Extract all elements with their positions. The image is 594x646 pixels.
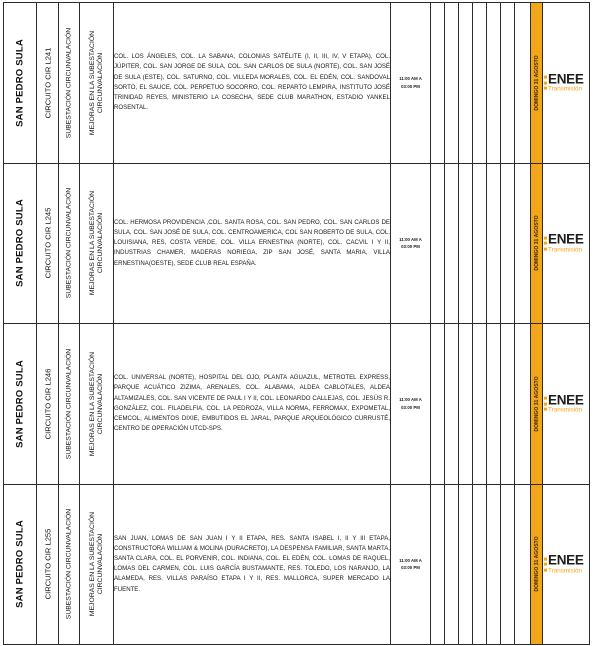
empty-cell [487,484,501,645]
city-cell [4,163,37,324]
circuit-label: CIRCUITO CIR L241 [43,47,52,119]
substation-cell [59,324,80,485]
circuit-cell [37,484,59,645]
affected-areas-cell [114,163,391,324]
city-cell [4,3,37,164]
city-cell [4,324,37,485]
circuit-cell [37,324,59,485]
circuit-cell [37,163,59,324]
empty-cell [487,324,501,485]
empty-cell [459,324,473,485]
schedule-rows [4,3,590,645]
work-cell [80,163,114,324]
substation-label: SUBESTACIÓN CIRCUNVALACIÓN [65,348,73,459]
logo-cell [543,163,590,324]
empty-cell [515,324,531,485]
work-description: MEJORAS EN LA SUBESTACIÓN CIRCUNVALACIÓN [88,351,104,456]
date-cell [531,484,543,645]
enee-logo-mark-icon [544,557,547,571]
time-start: 11:00 AM A [399,557,422,563]
city-cell [4,484,37,645]
empty-cell [501,163,515,324]
time-end: 03:00 PM [401,244,420,250]
work-cell [80,324,114,485]
date-label: DOMINGO 31 AGOSTO [533,215,540,271]
circuit-cell [37,3,59,164]
date-cell [531,163,543,324]
affected-areas-text: SAN JUAN, LOMAS DE SAN JUAN I Y II ETAPA, RES. SANTA ISABEL I, II Y III ETAPA, CONSTRUCTORA WILLIAM & MOLINA (DURACRETO), LA DESPENSA FAMILIAR, SANTA MARTA, SANTA CLARA, COL. EL PORVENIR, COL. INDIANA, COL. EL EDÉN, COL. LOMAS DE RAQUEL, LOMAS DEL CARMEN, COL. LUIS GARCÍA BUSTAMANTE, RES. TOLEDO, LOS NARANJO, LA ALAMEDA, RES. VILLAS PARAÍSO ETAPA I Y II, RES. MALLORCA, SUPER MERCADO LA FUENTE. [114,534,390,593]
logo-name: ENEE [548,231,584,247]
circuit-label: CIRCUITO CIR L246 [43,368,52,440]
work-cell [80,484,114,645]
empty-cell [431,163,445,324]
time-cell [391,3,431,164]
logo-cell [543,324,590,485]
substation-label: SUBESTACIÓN CIRCUNVALACIÓN [65,27,73,138]
enee-logo [543,554,589,575]
empty-cell [487,163,501,324]
work-description: MEJORAS EN LA SUBESTACIÓN CIRCUNVALACIÓN [88,512,104,617]
time-start: 11:00 AM A [399,236,422,242]
date-cell [531,3,543,164]
logo-subtitle: Transmisión [548,406,583,414]
date-label: DOMINGO 31 AGOSTO [533,376,540,432]
empty-cell [445,3,459,164]
city-label: SAN PEDRO SULA [14,520,26,609]
affected-areas-cell [114,484,391,645]
empty-cell [459,484,473,645]
time-start: 11:00 AM A [399,76,422,82]
empty-cell [515,3,531,164]
empty-cell [445,324,459,485]
logo-subtitle: Transmisión [548,246,583,254]
empty-cell [487,3,501,164]
circuit-label: CIRCUITO CIR L255 [43,528,52,600]
enee-logo-mark-icon [544,397,547,411]
empty-cell [445,163,459,324]
empty-cell [459,163,473,324]
time-end: 03:00 PM [401,565,420,571]
empty-cell [501,3,515,164]
logo-name: ENEE [548,392,584,408]
schedule-row [4,324,590,485]
empty-cell [473,324,487,485]
substation-label: SUBESTACIÓN CIRCUNVALACIÓN [65,509,73,620]
time-end: 03:00 PM [401,83,420,89]
city-label: SAN PEDRO SULA [14,359,26,448]
time-cell [391,324,431,485]
city-label: SAN PEDRO SULA [14,38,26,127]
affected-areas-cell [114,324,391,485]
empty-cell [473,484,487,645]
empty-cell [515,163,531,324]
substation-label: SUBESTACIÓN CIRCUNVALACIÓN [65,188,73,299]
empty-cell [515,484,531,645]
empty-cell [501,484,515,645]
work-description: MEJORAS EN LA SUBESTACIÓN CIRCUNVALACIÓN [88,191,104,296]
date-label: DOMINGO 31 AGOSTO [533,55,540,111]
enee-logo [543,393,589,414]
empty-cell [473,163,487,324]
affected-areas-text: COL. LOS ÁNGELES, COL. LA SABANA, COLONIAS SATÉLITE (I, II, III, IV, V ETAPA), COL. JÚPITER, COL. SAN JORGE DE SULA, COL. SAN CARLOS DE SULA (NORTE), COL. SAN JOSÉ DE SULA (ESTE), COL. SATURNO, COL. VILLEDA MORALES, COL. EL EDÉN, COL. SANDOVAL SORTO, EL SAUCE, COL. PERPETUO SOCORRO, COL. REPARTO LEMPIRA, INSTITUTO JOSÉ TRINIDAD REYES, MINISTERIO LA COSECHA, SEDE CLUB MARATHON, ESTADIO YANKEL ROSENTAL. [114,53,390,112]
logo-cell [543,3,590,164]
empty-cell [431,3,445,164]
logo-name: ENEE [548,552,584,568]
work-cell [80,3,114,164]
date-cell [531,324,543,485]
empty-cell [459,3,473,164]
schedule-row [4,3,590,164]
logo-cell [543,484,590,645]
affected-areas-cell [114,3,391,164]
time-start: 11:00 AM A [399,397,422,403]
affected-areas-text: COL. HERMOSA PROVIDENCIA ,COL. SANTA ROSA, COL. SAN PEDRO, COL. SAN CARLOS DE SULA, COL. SAN JOSÉ DE SULA, COL. CENTROAMERICA, COL SAN ROBERTO DE SULA, COL. LOUISIANA, RES, COSTA VERDE, COL. VILLA ERNESTINA (NORTE), COL. CACVIL I Y II, INDUSTRIAS CHAMER, MADERAS NORIEGA, ZIP SAN JOSÉ, SANTA MARIA, VILLA ERNESTINA(OESTE), SEDE CLUB REAL ESPAÑA. [114,218,390,267]
enee-logo [543,233,589,254]
empty-cell [431,484,445,645]
substation-cell [59,163,80,324]
time-end: 03:00 PM [401,404,420,410]
date-label: DOMINGO 31 AGOSTO [533,536,540,592]
schedule-row [4,484,590,645]
empty-cell [501,324,515,485]
city-label: SAN PEDRO SULA [14,199,26,288]
enee-logo-mark-icon [544,236,547,250]
empty-cell [473,3,487,164]
circuit-label: CIRCUITO CIR L245 [43,207,52,279]
empty-cell [431,324,445,485]
work-description: MEJORAS EN LA SUBESTACIÓN CIRCUNVALACIÓN [88,30,104,135]
substation-cell [59,484,80,645]
outage-schedule-table [3,2,590,645]
enee-logo-mark-icon [544,76,547,90]
time-cell [391,163,431,324]
logo-name: ENEE [548,71,584,87]
affected-areas-text: COL. UNIVERSAL (NORTE), HOSPITAL DEL OJO, PLANTA AGUAZUL, METROTEL EXPRESS, PARQUE ACUÁTICO ZIZIMA, ARENALES, COL. ALABAMA, ALDEA CABLOTALES, ALDEA ALTAMIZALES, COL. SAN VICENTE DE PAUL I Y II, COL. LEONARDO CALLEJAS, COL. JESÚS R. GONZÁLEZ, COL. FILADELFIA, COL. LA PEDROZA, VILLA NORMA, FERROMAX, EXPOMETAL, CEMCOL, ALIMENTOS DIXIE, EMBUTIDOS EL JARAL, PARQUE ARQUEOLÓGICO CURRUSTÉ, CENTRO DE OPERACIÓN UTCD-SPS. [114,374,390,433]
time-cell [391,484,431,645]
schedule-row [4,163,590,324]
enee-logo [543,72,589,93]
logo-subtitle: Transmisión [548,85,583,93]
logo-subtitle: Transmisión [548,567,583,575]
empty-cell [445,484,459,645]
substation-cell [59,3,80,164]
